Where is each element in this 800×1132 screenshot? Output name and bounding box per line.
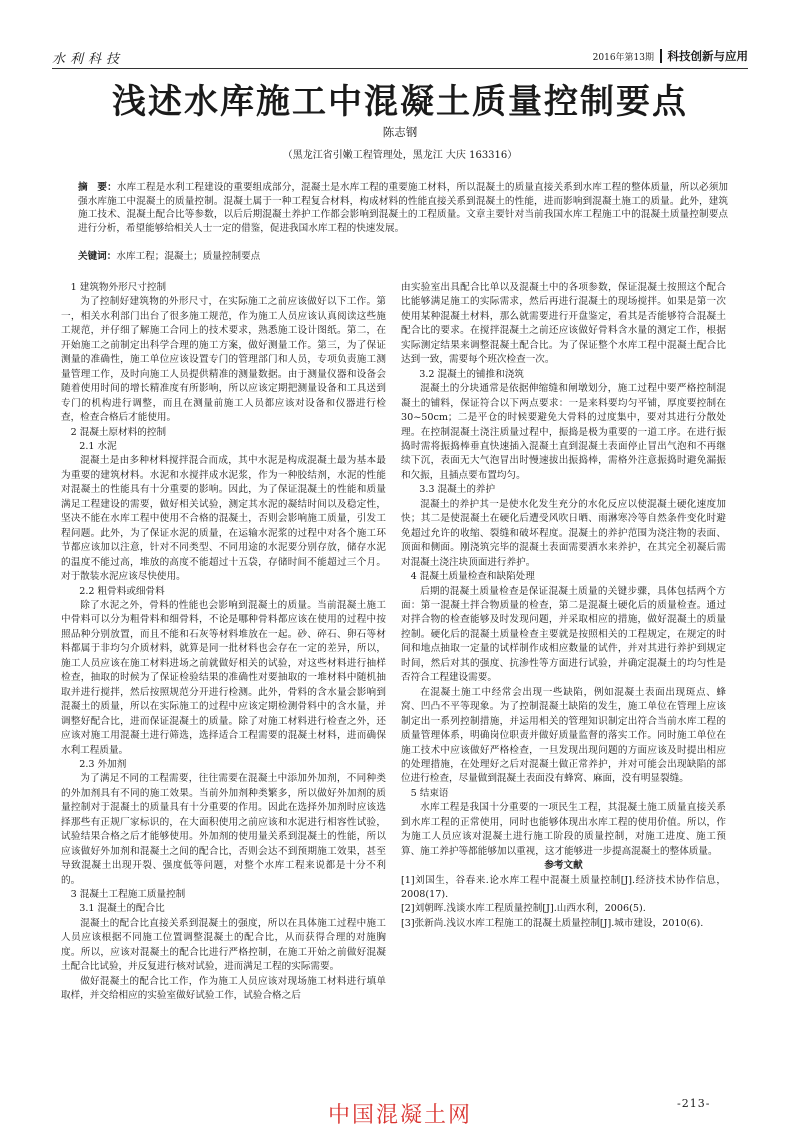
reference-item: [1]刘国生，谷春来.论水库工程中混凝土质量控制[J].经济技术协作信息，2008(17).	[401, 874, 726, 901]
subsection-heading: 3.3 混凝土的养护	[419, 484, 496, 496]
paragraph: 为了满足不同的工程需要，往往需要在混凝土中添加外加剂，不同种类的外加剂具有不同的施工效果。当前外加剂种类繁多，所以做好外加剂的质量控制对于混凝土的质量具有十分重要的作用。因此在选择外加剂时应该选择那些有正规厂家标识的，在大面积使用之前应该和水泥进行相容性试验，试验结果合格之后才能够使用。外加剂的使用量关系到混凝土的性能，所以应该做好外加剂和混凝土之间的配合比，否则会达不到预期施工效果，甚至导致混凝土出现开裂、强度低等问题，对整个水库工程来说都是十分不利的。	[61, 773, 386, 886]
paragraph: 混凝土的配合比直接关系到混凝土的强度，所以在具体施工过程中施工人员应该根据不同施工位置调整混凝土的配合比，从而获得合理的对施胸度。所以，应该对混凝土的配合比进行严格控制，在施工开始之前做好混凝土配合比试验，并反复进行核对试验，进而满足工程的实际需要。	[61, 917, 386, 973]
paragraph: 由实验室出具配合比单以及混凝土中的各项参数，保证混凝土按照这个配合比能够满足施工的实际需求，然后再进行混凝土的现场搅拌。如果是第一次使用某种混凝土材料，那么就需要进行开盘鉴定，看其是否能够符合混凝土配合比的要求。在搅拌混凝土之前还应该做好骨料含水量的测定工作，根据实际测定结果来调整混凝土配合比。为了保证整个水库工程中混凝土配合比达到一致，需要每个班次检查一次。	[401, 282, 726, 366]
section-heading: 5 结束语	[410, 787, 449, 799]
article-title: 浅述水库施工中混凝土质量控制要点	[112, 82, 688, 122]
column-name: 科技创新与应用	[667, 49, 748, 63]
keywords-label: 关键词：	[78, 251, 117, 262]
paragraph: 为了控制好建筑物的外形尺寸，在实际施工之前应该做好以下工作。第一，相关水利部门出台了很多施工规范，作为施工人员应该认真阅读这些施工规范，并仔细了解施工合同上的技术要求，熟悉施工设计图纸。第二，在开始施工之前制定出科学合理的施工方案，做好测量工作。第三，为了保证测量的准确性，施工单位应该设置专门的管理部门和人员，专项负责施工测量管理工作，及时向施工人员提供精准的测量数据。由于测量仪器和设备会随着使用时间的增长精准度有所影响，所以应该定期把测量设备和工具送到专门的机构进行调整，而且在测量前施工人员都应该对设备和仪器进行检查，检查合格后才能使用。	[61, 296, 386, 424]
paragraph: 除了水泥之外，骨料的性能也会影响到混凝土的质量。当前混凝土施工中骨料可以分为粗骨料和细骨料，不论是哪种骨料都应该在使用的过程中按照品种分别放置，而且不能和石灰等材料堆放在一起。砂、碎石、卵石等材料都属于非均匀介质材料，就算是同一批材料也会存在一定的差异，所以，施工人员应该在施工材料进场之前就做好相关的试验，对这些材料进行抽样检查，抽取的时候为了保证检验结果的准确性对要抽取的一堆材料中随机抽取并进行搅拌，然后按照规范分开进行检测。此外，骨料的含水量会影响到混凝土的质量，所以在实际施工的过程中应该定期检测骨料中的含水量，并调整好配合比，进而保证混凝土的质量。除了对施工材料进行检查之外，还应该对施工用混凝土进行筛选，选择适合工程需要的混凝土材料，进而确保水利工程质量。	[61, 599, 386, 756]
author: 陈志钢	[382, 125, 418, 139]
abstract	[78, 181, 728, 235]
subsection-heading: 2.1 水泥	[79, 440, 117, 452]
abstract-text: 水库工程是水利工程建设的重要组成部分，混凝土是水库工程的重要施工材料，所以混凝土的质量直接关系到水库工程的整体质量，所以必须加强水库施工中混凝土的质量控制。混凝土属于一种工程复合材料，构成材料的性能直接关系到混凝土的性能，进而影响到混凝土施工的质量。此外，建筑施工技术、混凝土配合比等参数，以后后期混凝土养护工作都会影响到混凝土的工程质量。文章主要针对当前我国水库工程施工中的混凝土质量控制要点进行分析，希望能够给相关人士一定的借鉴，促进我国水库工程的快速发展。	[78, 182, 728, 234]
reference-item: [2]刘朝晖.浅谈水库工程质量控制[J].山西水利，2006(5).	[401, 903, 646, 915]
header-right	[593, 48, 748, 64]
left-column	[61, 281, 386, 1004]
section-heading: 4 混凝土质量检查和缺陷处理	[410, 571, 535, 583]
abstract-label: 摘 要：	[78, 182, 117, 193]
paragraph: 在混凝土施工中经常会出现一些缺陷，例如混凝土表面出现斑点、蜂窝、凹凸不平等现象。为了控制混凝土缺陷的发生，施工单位在管理上应该制定出一系列控制措施，并运用相关的管理知识制定出符合当前水库工程的质量管理体系，明确岗位职责并做好质量监督的落实工作。同时施工单位在施工技术中应该做好严格检查，一旦发现出现问题的方面应该及时提出相应的处理措施，在处理好之后对混凝土做正常养护，并对可能会出现缺陷的部位进行检查，尽量做到混凝土表面没有蜂窝、麻面，没有明显裂缝。	[401, 686, 726, 785]
paragraph: 做好混凝土的配合比工作，作为施工人员应该对现场施工材料进行填单取样，并交给相应的实验室做好试验工作，试验合格之后	[61, 975, 386, 1002]
page-number: -213-	[677, 1097, 711, 1110]
right-column	[401, 281, 726, 931]
header-separator	[660, 49, 662, 63]
reference-item: [3]张新尚.浅议水库工程施工的混凝土质量控制[J].城市建设，2010(6).	[401, 917, 704, 929]
keywords	[78, 250, 728, 264]
section-heading: 1 建筑物外形尺寸控制	[70, 282, 167, 293]
subsection-heading: 2.2 粗骨料或细骨料	[79, 585, 165, 597]
running-header	[52, 46, 748, 70]
references-heading: 参考文献	[544, 860, 583, 872]
subsection-heading: 3.1 混凝土的配合比	[79, 903, 165, 915]
journal-name: 水利科技	[52, 52, 125, 67]
paragraph: 后期的混凝土质量检查是保证混凝土质量的关键步骤，具体包括两个方面：第一混凝土拌合物质量的检查，第二是混凝土硬化后的质量检查。通过对拌合物的检查能够及时发现问题，并采取相应的措施，做好混凝土的质量控制。硬化后的混凝土质量检查主要就是按照相关的工程规定，在规定的时间和地点抽取一定量的试样制作成相应数量的试件，并对其进行养护到规定时间，然后对其的强度、抗渗性等方面进行试验，并确定混凝土的均匀性是否符合工程建设需要。	[401, 585, 726, 684]
paragraph: 水库工程是我国十分重要的一项民生工程，其混凝土施工质量直接关系到水库工程的正常使用，同时也能够体现出水库工程的使用价值。所以，作为施工人员应该对混凝土进行施工阶段的质量控制，对施工进度、施工预算、施工养护等都能够加以重视，这才能够进一步提高混凝土的整体质量。	[401, 802, 726, 857]
paragraph: 混凝土是由多种材料搅拌混合而成，其中水泥是构成混凝土最为基本最为重要的建筑材料。水泥和水搅拌成水泥浆，作为一种胶结剂，水泥的性能对混凝土的性能具有十分重要的影响。因此，为了保证混凝土的性能和质量满足工程建设的需要，做好相关试验，测定其水泥的凝结时间以及稳定性，坚决不能在水库工程中使用不合格的混凝土，否则会影响施工质量，引发工程问题。此外，为了保证水泥的质量，在运输水泥浆的过程中对各个施工环节都应该加以注意，针对不同类型、不同用途的水泥要分别存放，储存水泥的温度不能过高，堆放的高度不能超过十五袋，存储时间不能超过三个月。对于散装水泥应该尽快使用。	[61, 455, 386, 583]
subsection-heading: 3.2 混凝土的铺推和浇筑	[419, 368, 524, 380]
section-heading: 3 混凝土工程施工质量控制	[70, 889, 186, 901]
watermark: 中国混凝土网	[327, 1103, 472, 1128]
header-rule	[52, 68, 748, 69]
subsection-heading: 2.3 外加剂	[79, 758, 127, 770]
issue-label: 2016年第13期	[592, 52, 654, 63]
affiliation: （黑龙江省引嫩工程管理处，黑龙江 大庆 163316）	[282, 150, 518, 161]
keywords-text: 水库工程；混凝土；质量控制要点	[116, 251, 261, 262]
section-heading: 2 混凝土原材料的控制	[70, 426, 167, 438]
paragraph: 混凝土的养护其一是使水化发生充分的水化反应以使混凝土硬化速度加快；其二是使混凝土在硬化后遭受风吹日晒、雨淋寒冷等自然条件变化时避免超过允许的收缩、裂缝和破坏程度。混凝土的养护范围为浇注物的表面、顶面和侧面。刚浇筑完毕的混凝土表面需要洒水来养护，在其完全初凝后需对混凝土浇注块顶面进行养护。	[401, 498, 726, 568]
paragraph: 混凝土的分块通常是依据伸缩缝和闸墩划分，施工过程中要严格控制混凝土的铺料，保证符合以下两点要求：一是来料要均匀平铺，厚度要控制在 30~50cm；二是平仓的时候要避免大骨料的过度集中，要对其进行分散处理。在控制混凝土浇注质量过程中，振捣是极为重要的一道工序。在进行振捣时需将振捣棒垂直快速插入混凝土直到混凝土表面停止冒出气泡和不再继续下沉，表面无大气泡冒出时慢速拔出振捣棒，需格外注意振捣时避免漏振和欠振，且插点要布置均匀。	[401, 383, 726, 481]
